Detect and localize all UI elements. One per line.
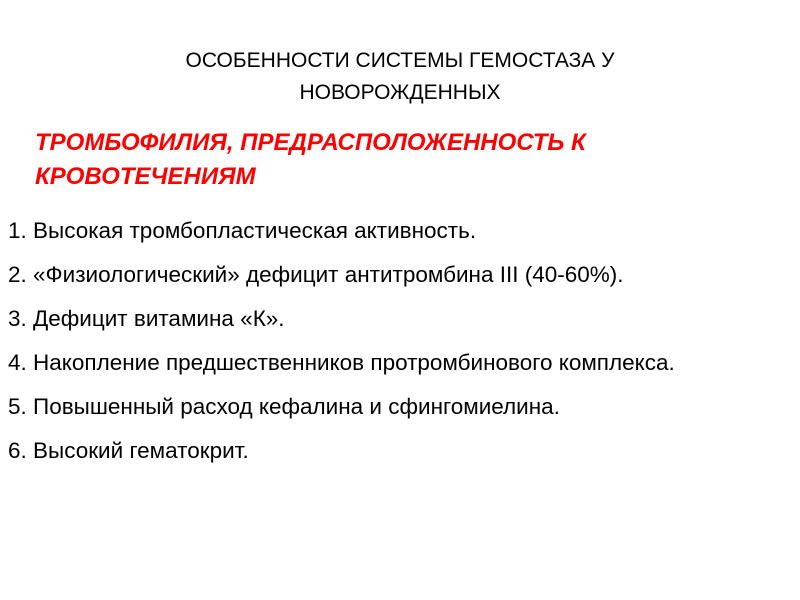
title-line-1: ОСОБЕННОСТИ СИСТЕМЫ ГЕМОСТАЗА У — [185, 49, 615, 72]
list-item: 4. Накопление предшественников протромбинового комплекса. — [8, 350, 675, 375]
list-item: 5. Повышенный расход кефалина и сфингомиелина. — [8, 394, 560, 419]
subtitle-line-1: ТРОМБОФИЛИЯ, ПРЕДРАСПОЛОЖЕННОСТЬ К — [35, 129, 586, 156]
subtitle-line-2: КРОВОТЕЧЕНИЯМ — [35, 163, 256, 190]
list-item: 3. Дефицит витамина «К». — [8, 306, 285, 331]
list-item: 2. «Физиологический» дефицит антитромбина III (40-60%). — [8, 262, 624, 287]
list-item: 1. Высокая тромбопластическая активность. — [8, 218, 477, 243]
feature-list — [8, 212, 788, 476]
list-item: 6. Высокий гематокрит. — [8, 438, 249, 463]
slide-subtitle — [7, 126, 800, 194]
slide-title — [0, 45, 800, 109]
title-line-2: НОВОРОЖДЕННЫХ — [299, 81, 501, 104]
